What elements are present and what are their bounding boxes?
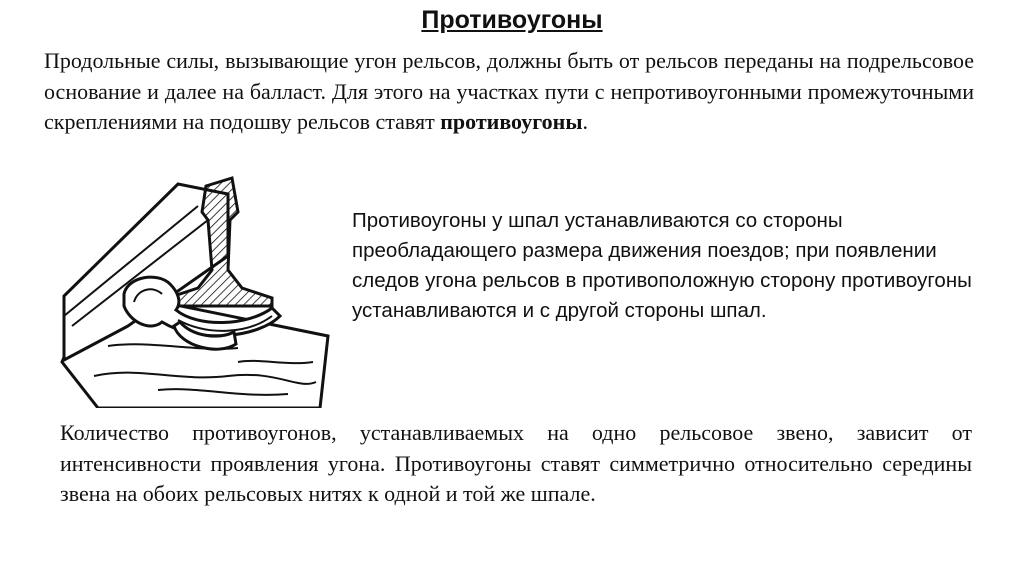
quantity-paragraph: Количество противоугонов, устанавливаемых на одно рельсовое звено, зависит от интенсивности проявления угона. Противоугоны ставят симметрично относительно середины звена на обоих рельсовых нитях к одной и той же шпале. — [60, 420, 972, 506]
intro-paragraph — [44, 46, 974, 138]
rail-anchor-illustration — [58, 176, 338, 408]
intro-tail: . — [582, 109, 589, 134]
page-title: Противоугоны — [421, 6, 603, 34]
intro-bold-term: противоугоны — [440, 109, 583, 134]
intro-text: Продольные силы, вызывающие угон рельсов, должны быть от рельсов переданы на подрельсовое основание и далее на балласт. Для этого на участках пути с непротивоугонными промежуточными скреплениями на подошву рельсов ставят — [44, 48, 974, 134]
placement-paragraph: Противоугоны у шпал устанавливаются со стороны преобладающего размера движения поездов; при появлении следов угона рельсов в противоположную сторону противоугоны устанавливаются и с другой стороны шпал. — [352, 209, 972, 322]
